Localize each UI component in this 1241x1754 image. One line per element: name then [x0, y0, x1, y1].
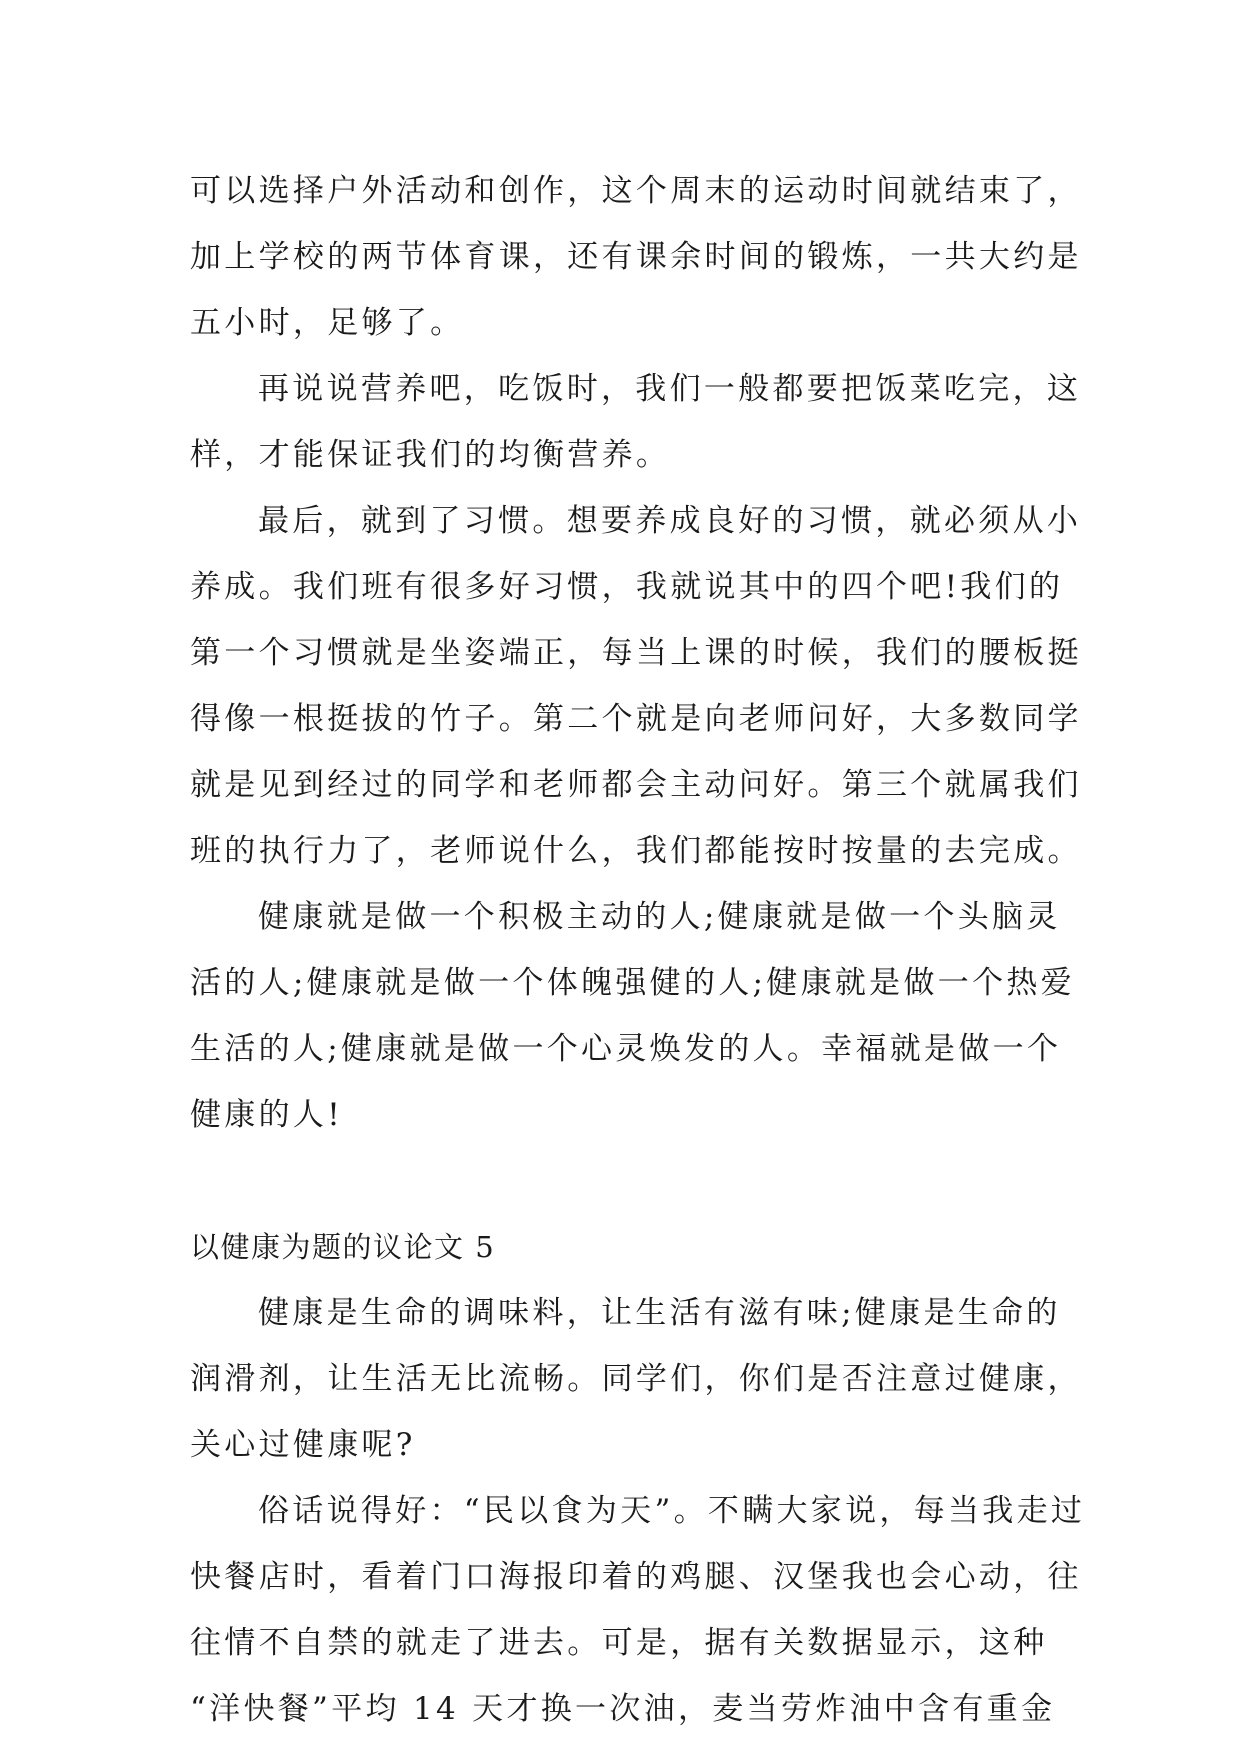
section-title: 以健康为题的议论文 5: [190, 1230, 496, 1264]
text-line: 样，才能保证我们的均衡营养。: [190, 437, 671, 473]
text-line: 生活的人;健康就是做一个心灵焕发的人。幸福就是做一个: [190, 1031, 1062, 1067]
text-line: 活的人;健康就是做一个体魄强健的人;健康就是做一个热爱: [190, 965, 1075, 1001]
text-line: 班的执行力了，老师说什么，我们都能按时按量的去完成。: [190, 833, 1082, 869]
paragraph: [190, 158, 1082, 356]
text-line: 俗话说得好：“民以食为天”。不瞒大家说，每当我走过: [258, 1493, 1086, 1529]
paragraph: [190, 1280, 1082, 1478]
text-line: 第一个习惯就是坐姿端正，每当上课的时候，我们的腰板挺: [190, 635, 1082, 671]
text-line: 再说说营养吧，吃饭时，我们一般都要把饭菜吃完，这: [258, 371, 1082, 407]
text-line: 快餐店时，看着门口海报印着的鸡腿、汉堡我也会心动，往: [190, 1559, 1082, 1595]
paragraph: [190, 884, 1075, 1148]
text-line: “洋快餐”平均 14 天才换一次油，麦当劳炸油中含有重金: [190, 1691, 1056, 1727]
text-line: 得像一根挺拔的竹子。第二个就是向老师问好，大多数同学: [190, 701, 1082, 737]
paragraph: [190, 488, 1082, 884]
text-line: 最后，就到了习惯。想要养成良好的习惯，就必须从小: [258, 503, 1082, 539]
paragraph: [190, 1478, 1086, 1742]
text-line: 加上学校的两节体育课，还有课余时间的锻炼，一共大约是: [190, 239, 1082, 275]
text-line: 往情不自禁的就走了进去。可是，据有关数据显示，这种: [190, 1625, 1048, 1661]
text-line: 健康的人!: [190, 1097, 343, 1133]
text-line: 就是见到经过的同学和老师都会主动问好。第三个就属我们: [190, 767, 1082, 803]
text-line: 五小时，足够了。: [190, 305, 465, 341]
text-line: 可以选择户外活动和创作，这个周末的运动时间就结束了，: [190, 173, 1082, 209]
text-line: 养成。我们班有很多好习惯，我就说其中的四个吧!我们的: [190, 569, 1064, 605]
text-line: 润滑剂，让生活无比流畅。同学们，你们是否注意过健康，: [190, 1361, 1082, 1397]
text-line: 健康是生命的调味料，让生活有滋有味;健康是生命的: [258, 1295, 1061, 1331]
document-body: [190, 158, 1086, 1742]
text-line: 关心过健康呢?: [190, 1427, 416, 1463]
text-line: 健康就是做一个积极主动的人;健康就是做一个头脑灵: [258, 899, 1061, 935]
paragraph: [190, 356, 1082, 488]
section-gap: [190, 1148, 1060, 1214]
